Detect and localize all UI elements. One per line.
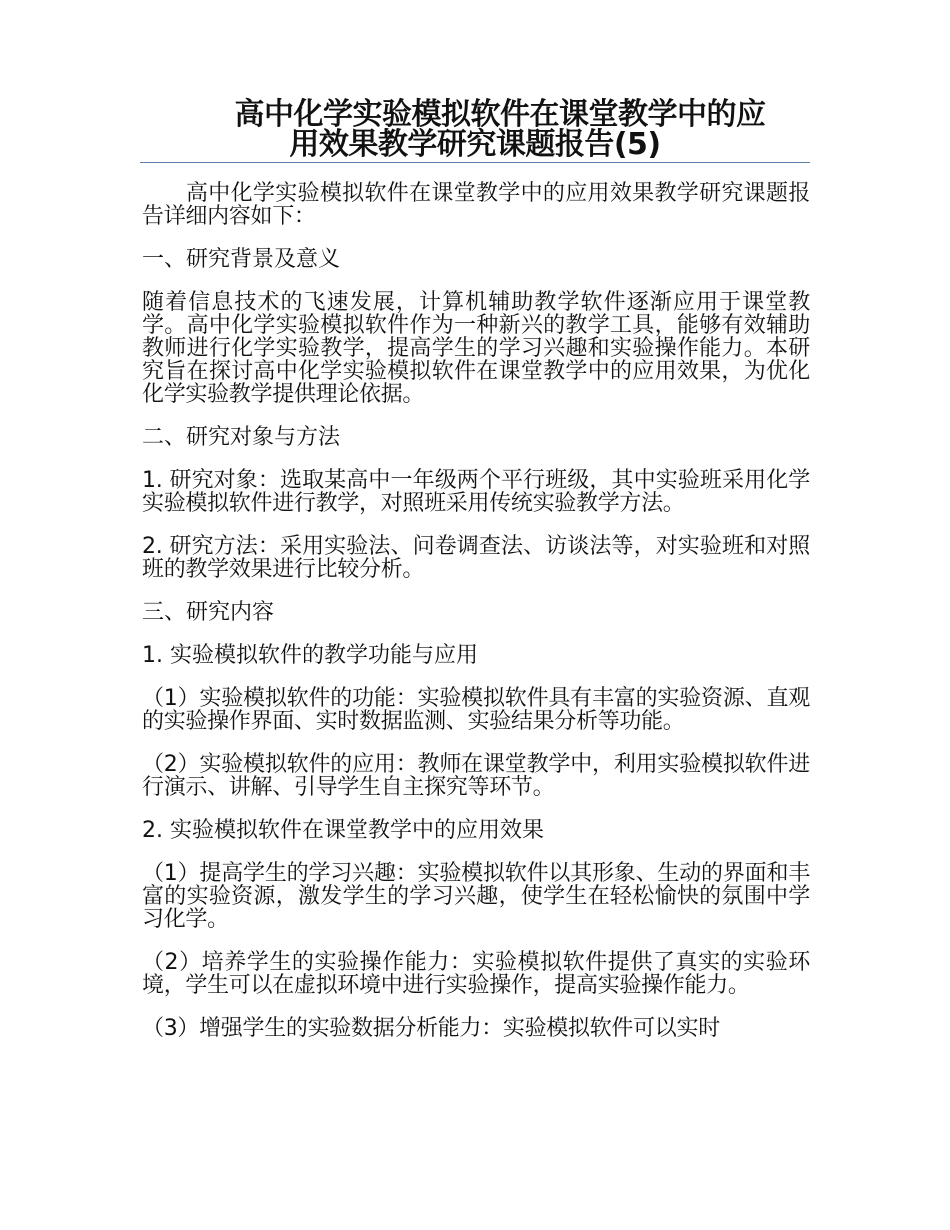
research-subjects-paragraph: 1. 研究对象：选取某高中一年级两个平行班级，其中实验班采用化学实验模拟软件进行教学，对照班采用传统实验教学方法。 [142, 468, 810, 516]
data-analysis-item: （3）增强学生的实验数据分析能力：实验模拟软件可以实时 [142, 1016, 720, 1041]
title-underline [140, 162, 810, 163]
document-body [142, 182, 810, 1060]
research-methods-paragraph: 2. 研究方法：采用实验法、问卷调查法、访谈法等，对实验班和对照班的教学效果进行比较分析。 [142, 534, 810, 582]
learning-interest-item: （1）提高学生的学习兴趣：实验模拟软件以其形象、生动的界面和丰富的实验资源，激发学生的学习兴趣，使学生在轻松愉快的氛围中学习化学。 [142, 861, 810, 932]
background-paragraph: 随着信息技术的飞速发展，计算机辅助教学软件逐渐应用于课堂教学。高中化学实验模拟软件作为一种新兴的教学工具，能够有效辅助教师进行化学实验教学，提高学生的学习兴趣和实验操作能力。本研究旨在探讨高中化学实验模拟软件在课堂教学中的应用效果，为优化化学实验教学提供理论依据。 [142, 290, 810, 407]
title-line-2: 用效果教学研究课题报告(5) [289, 127, 661, 162]
document-title [140, 97, 810, 162]
section-heading-subjects-methods: 二、研究对象与方法 [142, 425, 341, 450]
operation-ability-item: （2）培养学生的实验操作能力：实验模拟软件提供了真实的实验环境，学生可以在虚拟环境中进行实验操作，提高实验操作能力。 [142, 950, 810, 998]
section-heading-content: 三、研究内容 [142, 600, 275, 625]
section-heading-background: 一、研究背景及意义 [142, 247, 341, 272]
subsection-heading-effects: 2. 实验模拟软件在课堂教学中的应用效果 [142, 818, 544, 843]
subsection-heading-functions: 1. 实验模拟软件的教学功能与应用 [142, 643, 478, 668]
software-application-item: （2）实验模拟软件的应用：教师在课堂教学中，利用实验模拟软件进行演示、讲解、引导学生自主探究等环节。 [142, 752, 810, 800]
title-line-1: 高中化学实验模拟软件在课堂教学中的应 [234, 97, 766, 132]
intro-paragraph: 高中化学实验模拟软件在课堂教学中的应用效果教学研究课题报告详细内容如下： [142, 181, 810, 229]
software-functions-item: （1）实验模拟软件的功能：实验模拟软件具有丰富的实验资源、直观的实验操作界面、实时数据监测、实验结果分析等功能。 [142, 686, 810, 734]
